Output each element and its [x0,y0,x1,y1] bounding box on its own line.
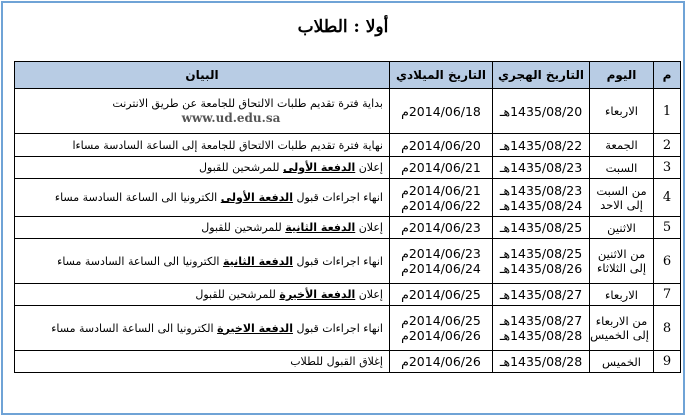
row-number: 8 [654,306,681,351]
gregorian-date-cell-line: 2014/06/26م [401,354,481,369]
description-highlight: الدفعة الثانية [222,254,293,268]
row-number: 4 [654,179,681,217]
header-day: اليوم [590,62,654,89]
row-number: 1 [654,89,681,134]
description-text: نهاية فترة تقديم طلبات الالتحاق للجامعة إلى الساعة السادسة مساءا [72,138,383,152]
description-text: للمرشحين للقبول [199,161,283,174]
table-row [15,89,681,134]
hijri-date-cell-line: 1435/08/22هـ [499,137,583,153]
gregorian-date-cell-line: 2014/06/23م [401,220,481,235]
hijri-date-cell [493,134,590,157]
row-number: 7 [654,284,681,306]
gregorian-date-cell-line: 2014/06/21م [401,160,481,175]
description-text: للمرشحين للقبول [195,288,280,301]
row-number: 9 [654,351,681,373]
day-cell [590,239,654,284]
description-cell [15,179,390,217]
description-highlight: الدفعة الثانية [285,221,356,234]
day-cell [590,217,654,239]
day-cell [590,179,654,217]
description-cell [15,157,390,179]
day-cell-line: الاثنين [607,220,636,235]
hijri-date-cell-line: 1435/08/24هـ [499,197,583,213]
description-text: إغلاق القبول للطلاب [290,355,383,368]
hijri-date-cell-line: 1435/08/26هـ [499,261,583,276]
description-cell [15,351,390,373]
day-cell-line: إلى الخميس [590,328,649,342]
day-cell-line: من الاربعاء [595,314,648,328]
description-cell [15,217,390,239]
day-cell-line: إلى الاحد [600,197,643,212]
row-number: 3 [654,157,681,179]
hijri-date-cell-line: 1435/08/27هـ [499,313,583,328]
gregorian-date-cell [390,157,493,179]
description-cell [15,134,390,157]
gregorian-date-cell [390,217,493,239]
description-text: انهاء اجراءات قبول [292,191,383,204]
description-text: انهاء اجراءات قبول [292,321,383,335]
description-text: الكترونيا الى الساعة السادسة مساء [54,191,221,204]
description-highlight: الدفعة الاخيرة [217,321,293,335]
description-text: بداية فترة تقديم طلبات الالتحاق للجامعة عن طريق الانترنت [112,97,383,110]
header-description: البيان [15,62,390,89]
gregorian-date-cell [390,179,493,217]
hijri-date-cell [493,306,590,351]
day-cell [590,284,654,306]
table-row [15,217,681,239]
hijri-date-cell-line: 1435/08/25هـ [499,246,583,261]
gregorian-date-cell-line: 2014/06/26م [401,328,481,343]
table-row [15,306,681,351]
description-cell [15,306,390,351]
description-cell [15,239,390,284]
description-text: إعلان [355,161,383,174]
schedule-table [14,61,681,373]
description-highlight: الدفعة الأخيرة [279,288,356,301]
day-cell [590,89,654,134]
gregorian-date-cell [390,351,493,373]
day-cell-line: الخميس [602,354,641,369]
description-text: للمرشحين للقبول [201,221,286,234]
gregorian-date-cell [390,134,493,157]
day-cell-line: من الاثنين [597,247,646,261]
day-cell [590,306,654,351]
day-cell [590,134,654,157]
gregorian-date-cell-line: 2014/06/20م [401,137,481,153]
day-cell-line: الاربعاء [605,104,638,118]
gregorian-date-cell-line: 2014/06/18م [401,103,481,119]
table-row [15,134,681,157]
gregorian-date-cell-line: 2014/06/25م [401,313,481,328]
hijri-date-cell [493,89,590,134]
day-cell-line: من السبت [596,183,647,198]
table-row [15,284,681,306]
day-cell-line: السبت [605,160,638,175]
hijri-date-cell [493,157,590,179]
table-row [15,351,681,373]
row-number: 2 [654,134,681,157]
description-text: إعلان [355,221,383,234]
hijri-date-cell-line: 1435/08/23هـ [499,160,583,175]
description-text: انهاء اجراءات قبول [292,254,383,268]
description-highlight: الدفعة الأولى [283,161,356,174]
hijri-date-cell [493,179,590,217]
hijri-date-cell-line: 1435/08/25هـ [499,220,583,235]
gregorian-date-cell-line: 2014/06/25م [401,287,481,302]
description-text: إعلان [355,288,383,301]
hijri-date-cell-line: 1435/08/28هـ [499,328,583,343]
table-row [15,239,681,284]
page-title: أولا : الطلاب [297,17,389,37]
table-header-row [15,62,681,89]
gregorian-date-cell [390,306,493,351]
hijri-date-cell [493,351,590,373]
day-cell [590,157,654,179]
header-hijri-date: التاريخ الهجري [493,62,590,89]
day-cell-line: إلى الثلاثاء [596,261,647,275]
table-row [15,179,681,217]
description-cell [15,284,390,306]
row-number: 5 [654,217,681,239]
gregorian-date-cell [390,284,493,306]
hijri-date-cell [493,239,590,284]
gregorian-date-cell-line: 2014/06/21م [401,182,481,198]
hijri-date-cell [493,284,590,306]
row-number: 6 [654,239,681,284]
header-num: م [654,62,681,89]
day-cell [590,351,654,373]
page-frame [1,1,685,415]
gregorian-date-cell [390,239,493,284]
gregorian-date-cell-line: 2014/06/23م [401,246,481,261]
header-gregorian-date: التاريخ الميلادي [390,62,493,89]
hijri-date-cell-line: 1435/08/28هـ [499,354,583,369]
description-text: الكترونيا الى الساعة السادسة مساء [57,254,223,268]
hijri-date-cell [493,217,590,239]
description-cell [15,89,390,134]
watermark-url: www.ud.edu.sa [181,111,281,125]
gregorian-date-cell-line: 2014/06/22م [401,197,481,213]
day-cell-line: الجمعة [605,138,638,152]
table-row [15,157,681,179]
gregorian-date-cell [390,89,493,134]
hijri-date-cell-line: 1435/08/20هـ [499,103,583,119]
description-text: الكترونيا الى الساعة السادسة مساء [51,321,218,335]
gregorian-date-cell-line: 2014/06/24م [401,261,481,276]
day-cell-line: الاربعاء [605,287,638,302]
hijri-date-cell-line: 1435/08/27هـ [499,287,583,302]
hijri-date-cell-line: 1435/08/23هـ [499,182,583,198]
description-highlight: الدفعة الأولى [220,191,293,204]
